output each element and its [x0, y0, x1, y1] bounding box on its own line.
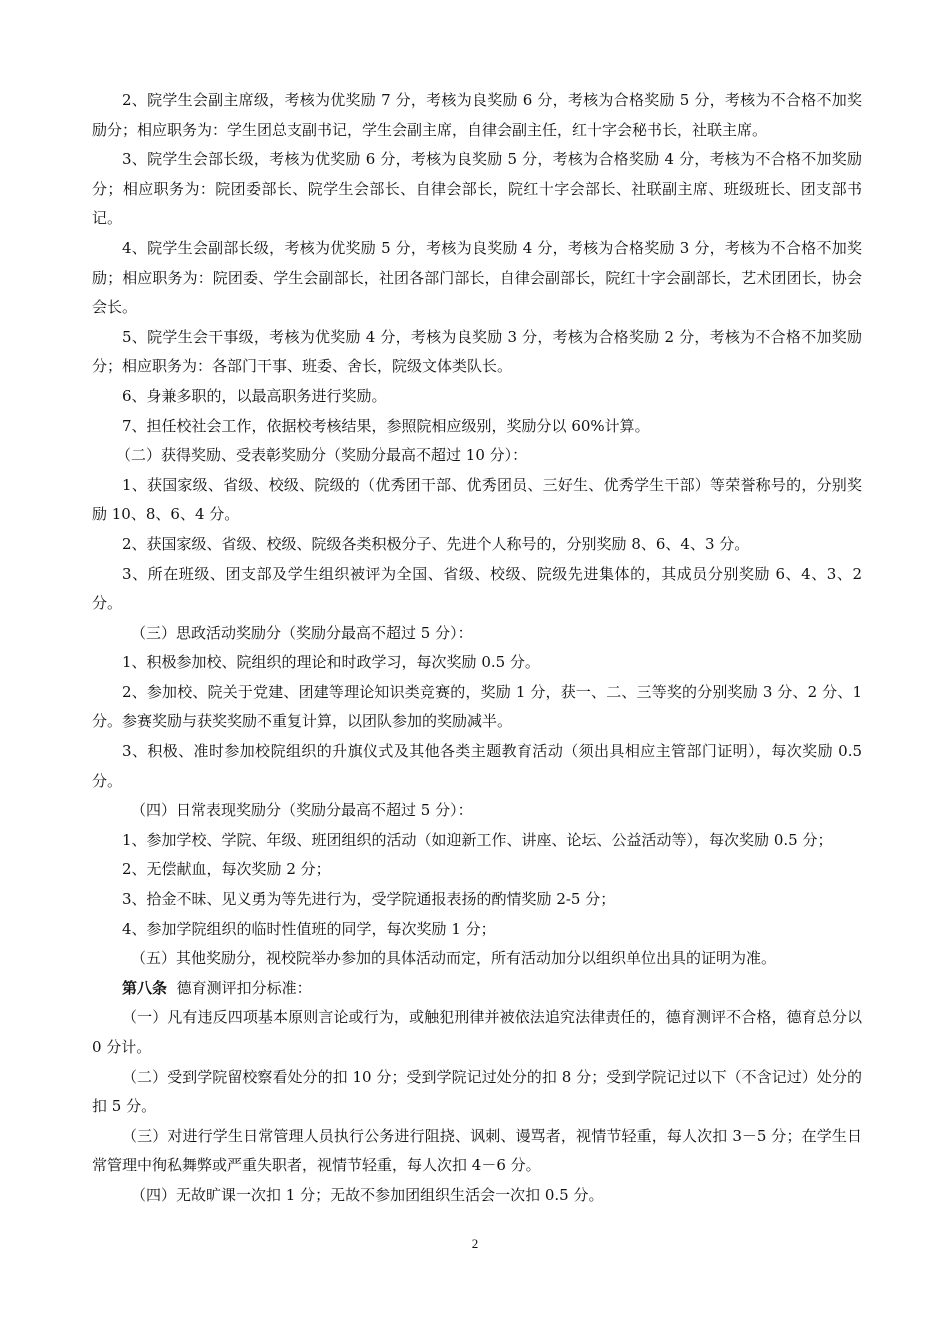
article8-item: （三）对进行学生日常管理人员执行公务进行阻挠、讽刺、谩骂者，视情节轻重，每人次扣 3－5 分；在学生日常管理中徇私舞弊或严重失职者，视情节轻重，每人次扣 4－6 分。: [92, 1126, 862, 1175]
section2-item: 2、获国家级、省级、校级、院级各类积极分子、先进个人称号的，分别奖励 8、6、4、3 分。: [122, 534, 750, 553]
paragraph-staff-level: 5、院学生会干事级，考核为优奖励 4 分，考核为良奖励 3 分，考核为合格奖励 2 分，考核为不合格不加奖励分；相应职务为：各部门干事、班委、舍长，院级文体类队长。: [92, 327, 862, 376]
article8-item: （二）受到学院留校察看处分的扣 10 分；受到学院记过处分的扣 8 分；受到学院记过以下（不含记过）处分的扣 5 分。: [92, 1067, 862, 1116]
document-body: [92, 86, 862, 1211]
section3-heading: （三）思政活动奖励分（奖励分最高不超过 5 分）：: [131, 623, 473, 642]
section3-item: 2、参加校、院关于党建、团建等理论知识类竞赛的，奖励 1 分，获一、二、三等奖的分别奖励 3 分、2 分、1 分。参赛奖励与获奖奖励不重复计算，以团队参加的奖励减半。: [92, 682, 862, 731]
paragraph-school-work: 7、担任校社会工作，依据校考核结果，参照院相应级别，奖励分以 60%计算。: [122, 416, 650, 435]
section2-item: 1、获国家级、省级、校级、院级的（优秀团干部、优秀团员、三好生、优秀学生干部）等荣誉称号的，分别奖励 10、8、6、4 分。: [92, 475, 862, 524]
section4-item: 4、参加学院组织的临时性值班的同学，每次奖励 1 分；: [122, 919, 496, 938]
section5-paragraph: （五）其他奖励分，视校院举办参加的具体活动而定，所有活动加分以组织单位出具的证明为准。: [131, 949, 777, 968]
section2-heading: （二）获得奖励、受表彰奖励分（奖励分最高不超过 10 分）：: [116, 446, 528, 465]
article8-label: 第八条: [122, 978, 168, 997]
section2-item: 3、所在班级、团支部及学生组织被评为全国、省级、校级、院级先进集体的，其成员分别奖励 6、4、3、2 分。: [92, 564, 862, 613]
section4-item: 3、拾金不昧、见义勇为等先进行为，受学院通报表扬的酌情奖励 2-5 分；: [122, 890, 616, 909]
article8-item: （一）凡有违反四项基本原则言论或行为，或触犯刑律并被依法追究法律责任的，德育测评不合格，德育总分以 0 分计。: [92, 1008, 862, 1056]
paragraph-vice-minister-level: 4、院学生会副部长级，考核为优奖励 5 分，考核为良奖励 4 分，考核为合格奖励 3 分，考核为不合格不加奖励；相应职务为：院团委、学生会副部长，社团各部门部长，自律会副部长，院红十字会副部长，艺术团团长，协会会长。: [92, 238, 862, 317]
section4-item: 1、参加学校、学院、年级、班团组织的活动（如迎新工作、讲座、论坛、公益活动等），每次奖励 0.5 分；: [122, 830, 833, 849]
section4-heading: （四）日常表现奖励分（奖励分最高不超过 5 分）：: [131, 801, 473, 820]
section4-item: 2、无偿献血，每次奖励 2 分；: [122, 860, 331, 879]
article8-item: （四）无故旷课一次扣 1 分；无故不参加团组织生活会一次扣 0.5 分。: [131, 1185, 604, 1204]
paragraph-vice-chair-level: 2、院学生会副主席级，考核为优奖励 7 分，考核为良奖励 6 分，考核为合格奖励 5 分，考核为不合格不加奖励分；相应职务为：学生团总支副书记，学生会副主席，自律会副主任，红十字会秘书长，社联主席。: [92, 91, 862, 139]
article8-spacer: [167, 979, 177, 997]
page-number: 2: [471, 1236, 479, 1251]
section3-item: 3、积极、准时参加校院组织的升旗仪式及其他各类主题教育活动（须出具相应主管部门证明），每次奖励 0.5 分。: [92, 742, 862, 790]
paragraph-multiple-posts: 6、身兼多职的，以最高职务进行奖励。: [122, 386, 387, 405]
article8-heading: [92, 974, 862, 1004]
paragraph-minister-level: 3、院学生会部长级，考核为优奖励 6 分，考核为良奖励 5 分，考核为合格奖励 4 分，考核为不合格不加奖励分；相应职务为：院团委部长、院学生会部长、自律会部长，院红十字会部长、社联副主席、班级班长、团支部书记。: [92, 150, 862, 228]
article8-title: 德育测评扣分标准：: [176, 978, 312, 997]
section3-item: 1、积极参加校、院组织的理论和时政学习，每次奖励 0.5 分。: [122, 653, 540, 672]
